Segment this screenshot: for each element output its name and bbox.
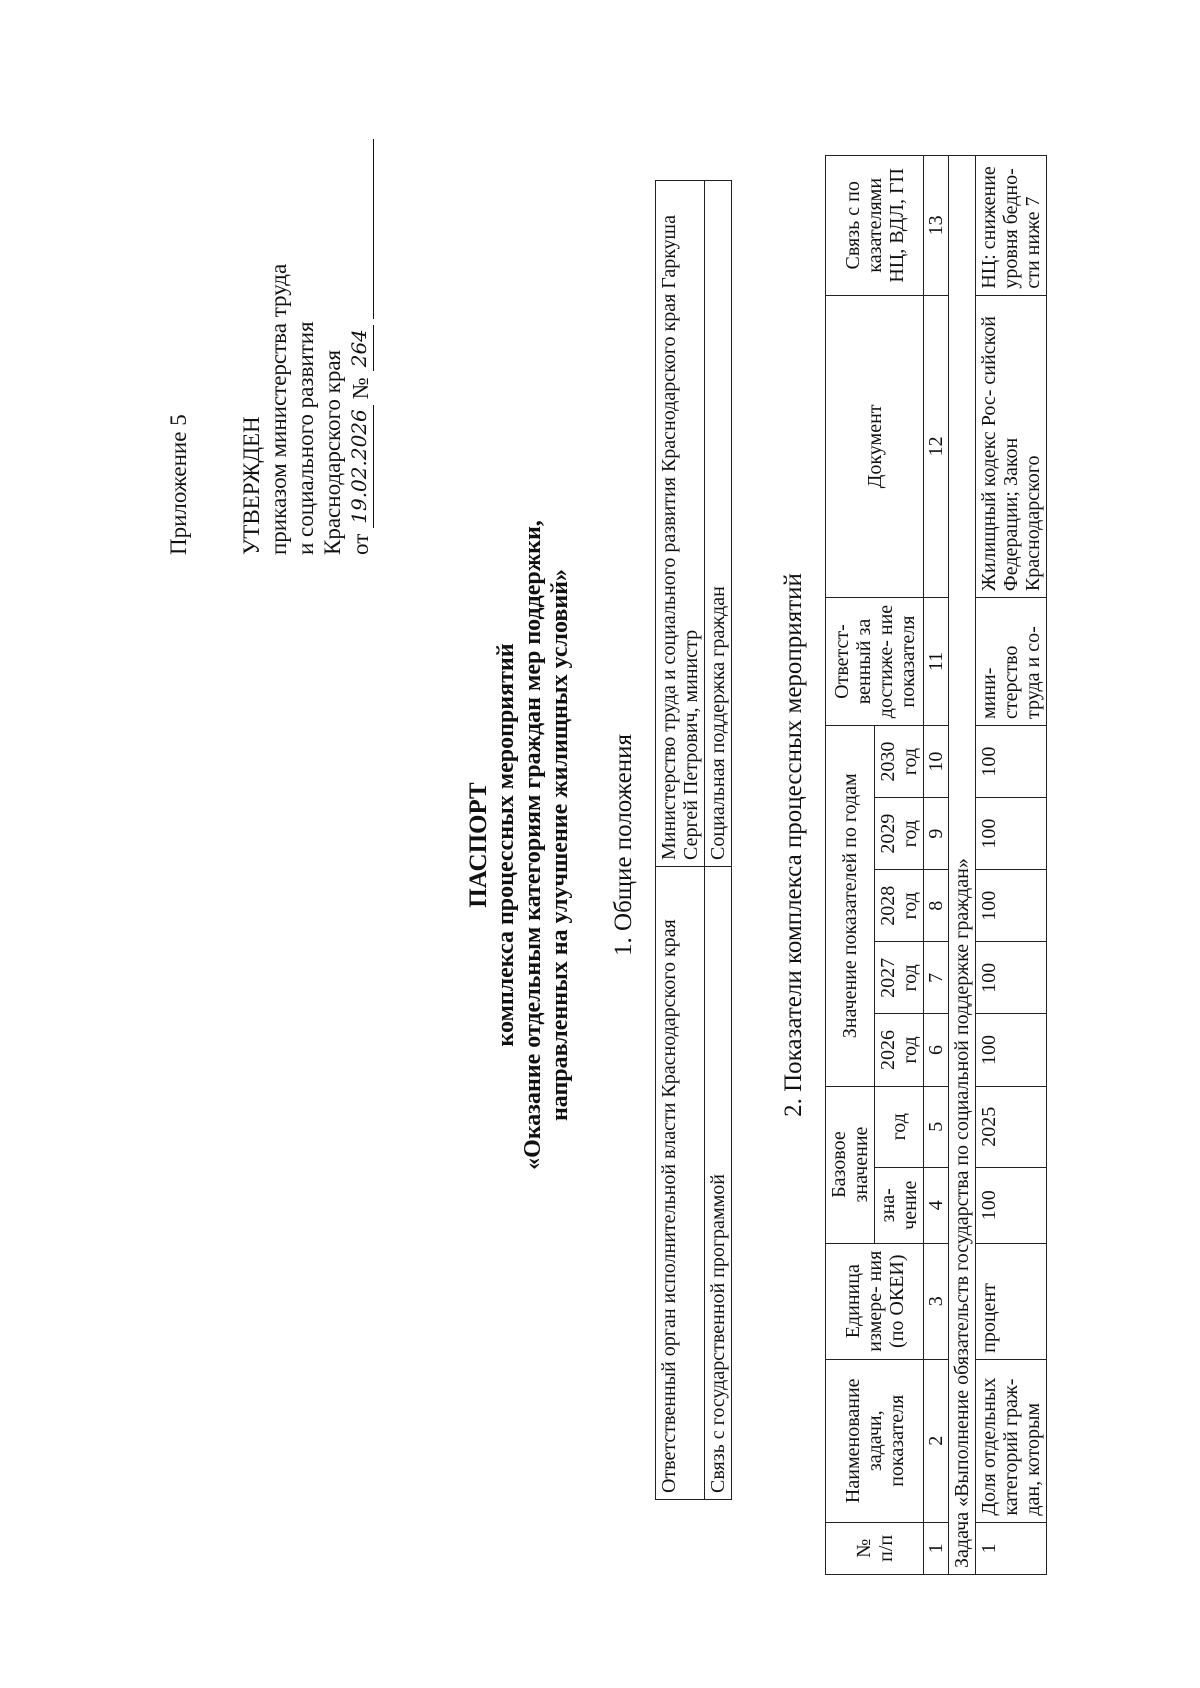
section-1-title: 1. Общие положения	[610, 734, 637, 956]
header-link: Связь с по казателями НЦ, ВДЛ, ГП	[826, 156, 924, 296]
col-number: 5	[924, 1086, 949, 1167]
row-2029: 100	[976, 798, 1047, 870]
header-2027: 2027 год	[875, 942, 924, 1014]
indicators-table	[825, 155, 1047, 1575]
header-row	[826, 156, 875, 1575]
header-responsible: Ответст- венный за достиже- ние показателя	[826, 598, 924, 726]
approval-line-1: приказом министерства труда	[266, 263, 291, 555]
header-values: Значение показателей по годам	[826, 726, 875, 1087]
general-label-cell: Ответственный орган исполнительной власти Краснодарского края	[656, 867, 705, 1500]
task-cell: Задача «Выполнение обязательств государства по социальной поддержке граждан»	[949, 156, 976, 1575]
general-value-cell: Министерство труда и социального развития Краснодарского края Гаркуша Сергей Петрович, министр	[656, 181, 705, 867]
title-line-2: комплекса процессных мероприятий	[493, 643, 519, 1047]
row-responsible: мини- стерство труда и со-	[976, 598, 1047, 726]
col-number: 12	[924, 295, 949, 597]
title-line-3: «Оказание отдельным категориям граждан мер поддержки,	[520, 520, 546, 1170]
table-row	[705, 181, 732, 1500]
header-name: Наименование задачи, показателя	[826, 1359, 924, 1522]
row-2028: 100	[976, 870, 1047, 942]
col-number: 2	[924, 1359, 949, 1522]
col-number: 4	[924, 1167, 949, 1243]
approval-block	[165, 139, 374, 555]
col-number: 7	[924, 942, 949, 1014]
row-num: 1	[976, 1522, 1047, 1574]
col-number: 9	[924, 798, 949, 870]
header-unit: Единица измере- ния (по ОКЕИ)	[826, 1243, 924, 1359]
task-row	[949, 156, 976, 1575]
table-row	[656, 181, 705, 1500]
general-value-cell: Социальная поддержка граждан	[705, 181, 732, 867]
title-line-1: ПАСПОРТ	[465, 782, 492, 908]
column-numbers-row	[924, 156, 949, 1575]
header-2026: 2026 год	[875, 1014, 924, 1086]
date-prefix: от	[348, 533, 373, 555]
number-prefix: №	[348, 377, 373, 400]
approval-line-3: Краснодарского края	[320, 349, 345, 555]
col-number: 13	[924, 156, 949, 296]
row-base-value: 100	[976, 1167, 1047, 1243]
annex-label: Приложение 5	[166, 414, 191, 555]
row-2027: 100	[976, 942, 1047, 1014]
col-number: 10	[924, 726, 949, 798]
handwritten-number: 264	[346, 325, 374, 371]
header-2029: 2029 год	[875, 798, 924, 870]
row-2026: 100	[976, 1014, 1047, 1086]
general-label-cell: Связь с государственной программой	[705, 867, 732, 1500]
section-2-title: 2. Показатели комплекса процессных мероприятий	[780, 573, 807, 1117]
header-base-value: зна- чение	[875, 1167, 924, 1243]
approval-date-line	[346, 139, 374, 555]
row-base-year: 2025	[976, 1086, 1047, 1167]
header-2030: 2030 год	[875, 726, 924, 798]
approved-label: УТВЕРЖДЕН	[239, 416, 264, 555]
header-base: Базовое значение	[826, 1086, 875, 1243]
row-unit: процент	[976, 1243, 1047, 1359]
general-provisions-table	[655, 180, 732, 1500]
col-number: 8	[924, 870, 949, 942]
header-num: № п/п	[826, 1522, 924, 1574]
approval-line-2: и социального развития	[293, 321, 318, 555]
col-number: 11	[924, 598, 949, 726]
document-title	[465, 80, 574, 1610]
row-name: Доля отдельных категорий граж- дан, которым	[976, 1359, 1047, 1522]
row-document: Жилищный кодекс Рос- сийской Федерации; Закон Краснодарского	[976, 295, 1047, 597]
col-number: 1	[924, 1522, 949, 1574]
handwritten-date: 19.02.2026	[346, 405, 374, 528]
header-2028: 2028 год	[875, 870, 924, 942]
header-base-year: год	[875, 1086, 924, 1167]
signature-underline	[351, 139, 374, 319]
rotated-document-page	[50, 80, 1110, 1610]
header-document: Документ	[826, 295, 924, 597]
col-number: 6	[924, 1014, 949, 1086]
row-2030: 100	[976, 726, 1047, 798]
table-row	[976, 156, 1047, 1575]
row-link: НЦ: снижение уровня бедно- сти ниже 7	[976, 156, 1047, 296]
title-line-4: направленных на улучшение жилищных условий»	[547, 568, 573, 1122]
col-number: 3	[924, 1243, 949, 1359]
